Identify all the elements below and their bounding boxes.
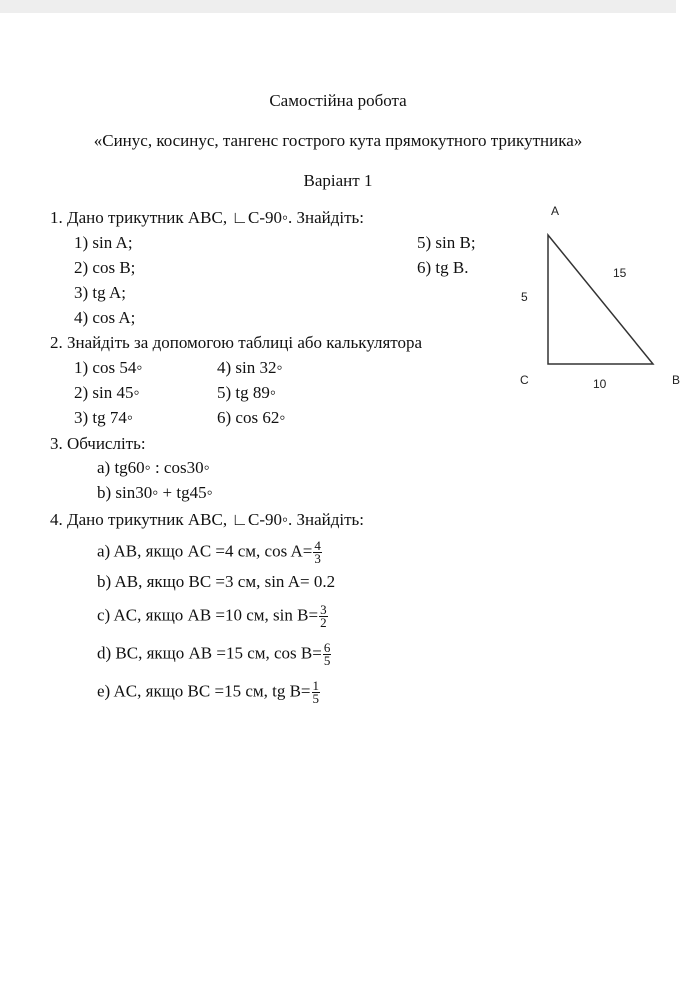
vertex-b-label: B xyxy=(672,373,680,387)
task2-heading: 2. Знайдіть за допомогою таблиці або калькулятора xyxy=(50,333,423,352)
page-title: Самостійна робота xyxy=(269,91,407,110)
fraction: $\frac{1}{5}$ xyxy=(312,678,320,706)
task1-heading: 1. Дано трикутник ABC, ∟C-90◦. Знайдіть: xyxy=(50,208,365,227)
variant-label: Варіант 1 xyxy=(303,171,373,190)
page-subtitle: «Синус, косинус, тангенс гострого кута прямокутного трикутника» xyxy=(93,131,583,150)
task3-heading: 3. Обчисліть: xyxy=(50,434,146,453)
task3-item: a) tg60◦ : cos30◦ xyxy=(97,458,210,477)
task1-item: 5) sin B; xyxy=(417,233,476,252)
task3-item: b) sin30◦ + tg45◦ xyxy=(97,483,213,502)
fraction: $\frac{6}{5}$ xyxy=(323,640,331,668)
task2-item: 4) sin 32◦ xyxy=(217,358,283,377)
side-cb-label: 10 xyxy=(593,377,607,391)
task1-item: 3) tg A; xyxy=(74,283,126,302)
side-ac-label: 5 xyxy=(521,290,528,304)
task2-item: 1) cos 54◦ xyxy=(74,358,143,377)
task4-item-text: d) BC, якщо AB =15 см, cos B= xyxy=(97,643,322,663)
vertex-c-label: C xyxy=(520,373,529,387)
task4-item-text: b) AB, якщо BC =3 см, sin A= 0.2 xyxy=(97,572,336,591)
task1-item: 4) cos A; xyxy=(74,308,136,327)
side-ab-label: 15 xyxy=(613,266,627,280)
task1-item: 6) tg B. xyxy=(417,258,469,277)
task2-item: 2) sin 45◦ xyxy=(74,383,140,402)
fraction: $\frac{4}{3}$ xyxy=(314,538,321,566)
vertex-a-label: A xyxy=(551,204,560,218)
task4-item-text: e) AC, якщо BC =15 см, tg B= xyxy=(97,681,311,701)
triangle-shape xyxy=(548,235,653,364)
task4-heading: 4. Дано трикутник ABC, ∟C-90◦. Знайдіть: xyxy=(50,510,365,529)
task4-item-text: c) AC, якщо AB =10 см, sin B= xyxy=(97,605,319,625)
task2-item: 3) tg 74◦ xyxy=(74,408,133,427)
task1-item: 1) sin A; xyxy=(74,233,133,252)
fraction: $\frac{3}{2}$ xyxy=(320,602,327,630)
task4-item-text: a) AB, якщо AC =4 см, cos A= xyxy=(97,541,313,561)
task1-item: 2) cos B; xyxy=(74,258,136,277)
task2-item: 6) cos 62◦ xyxy=(217,408,286,427)
task2-item: 5) tg 89◦ xyxy=(217,383,276,402)
